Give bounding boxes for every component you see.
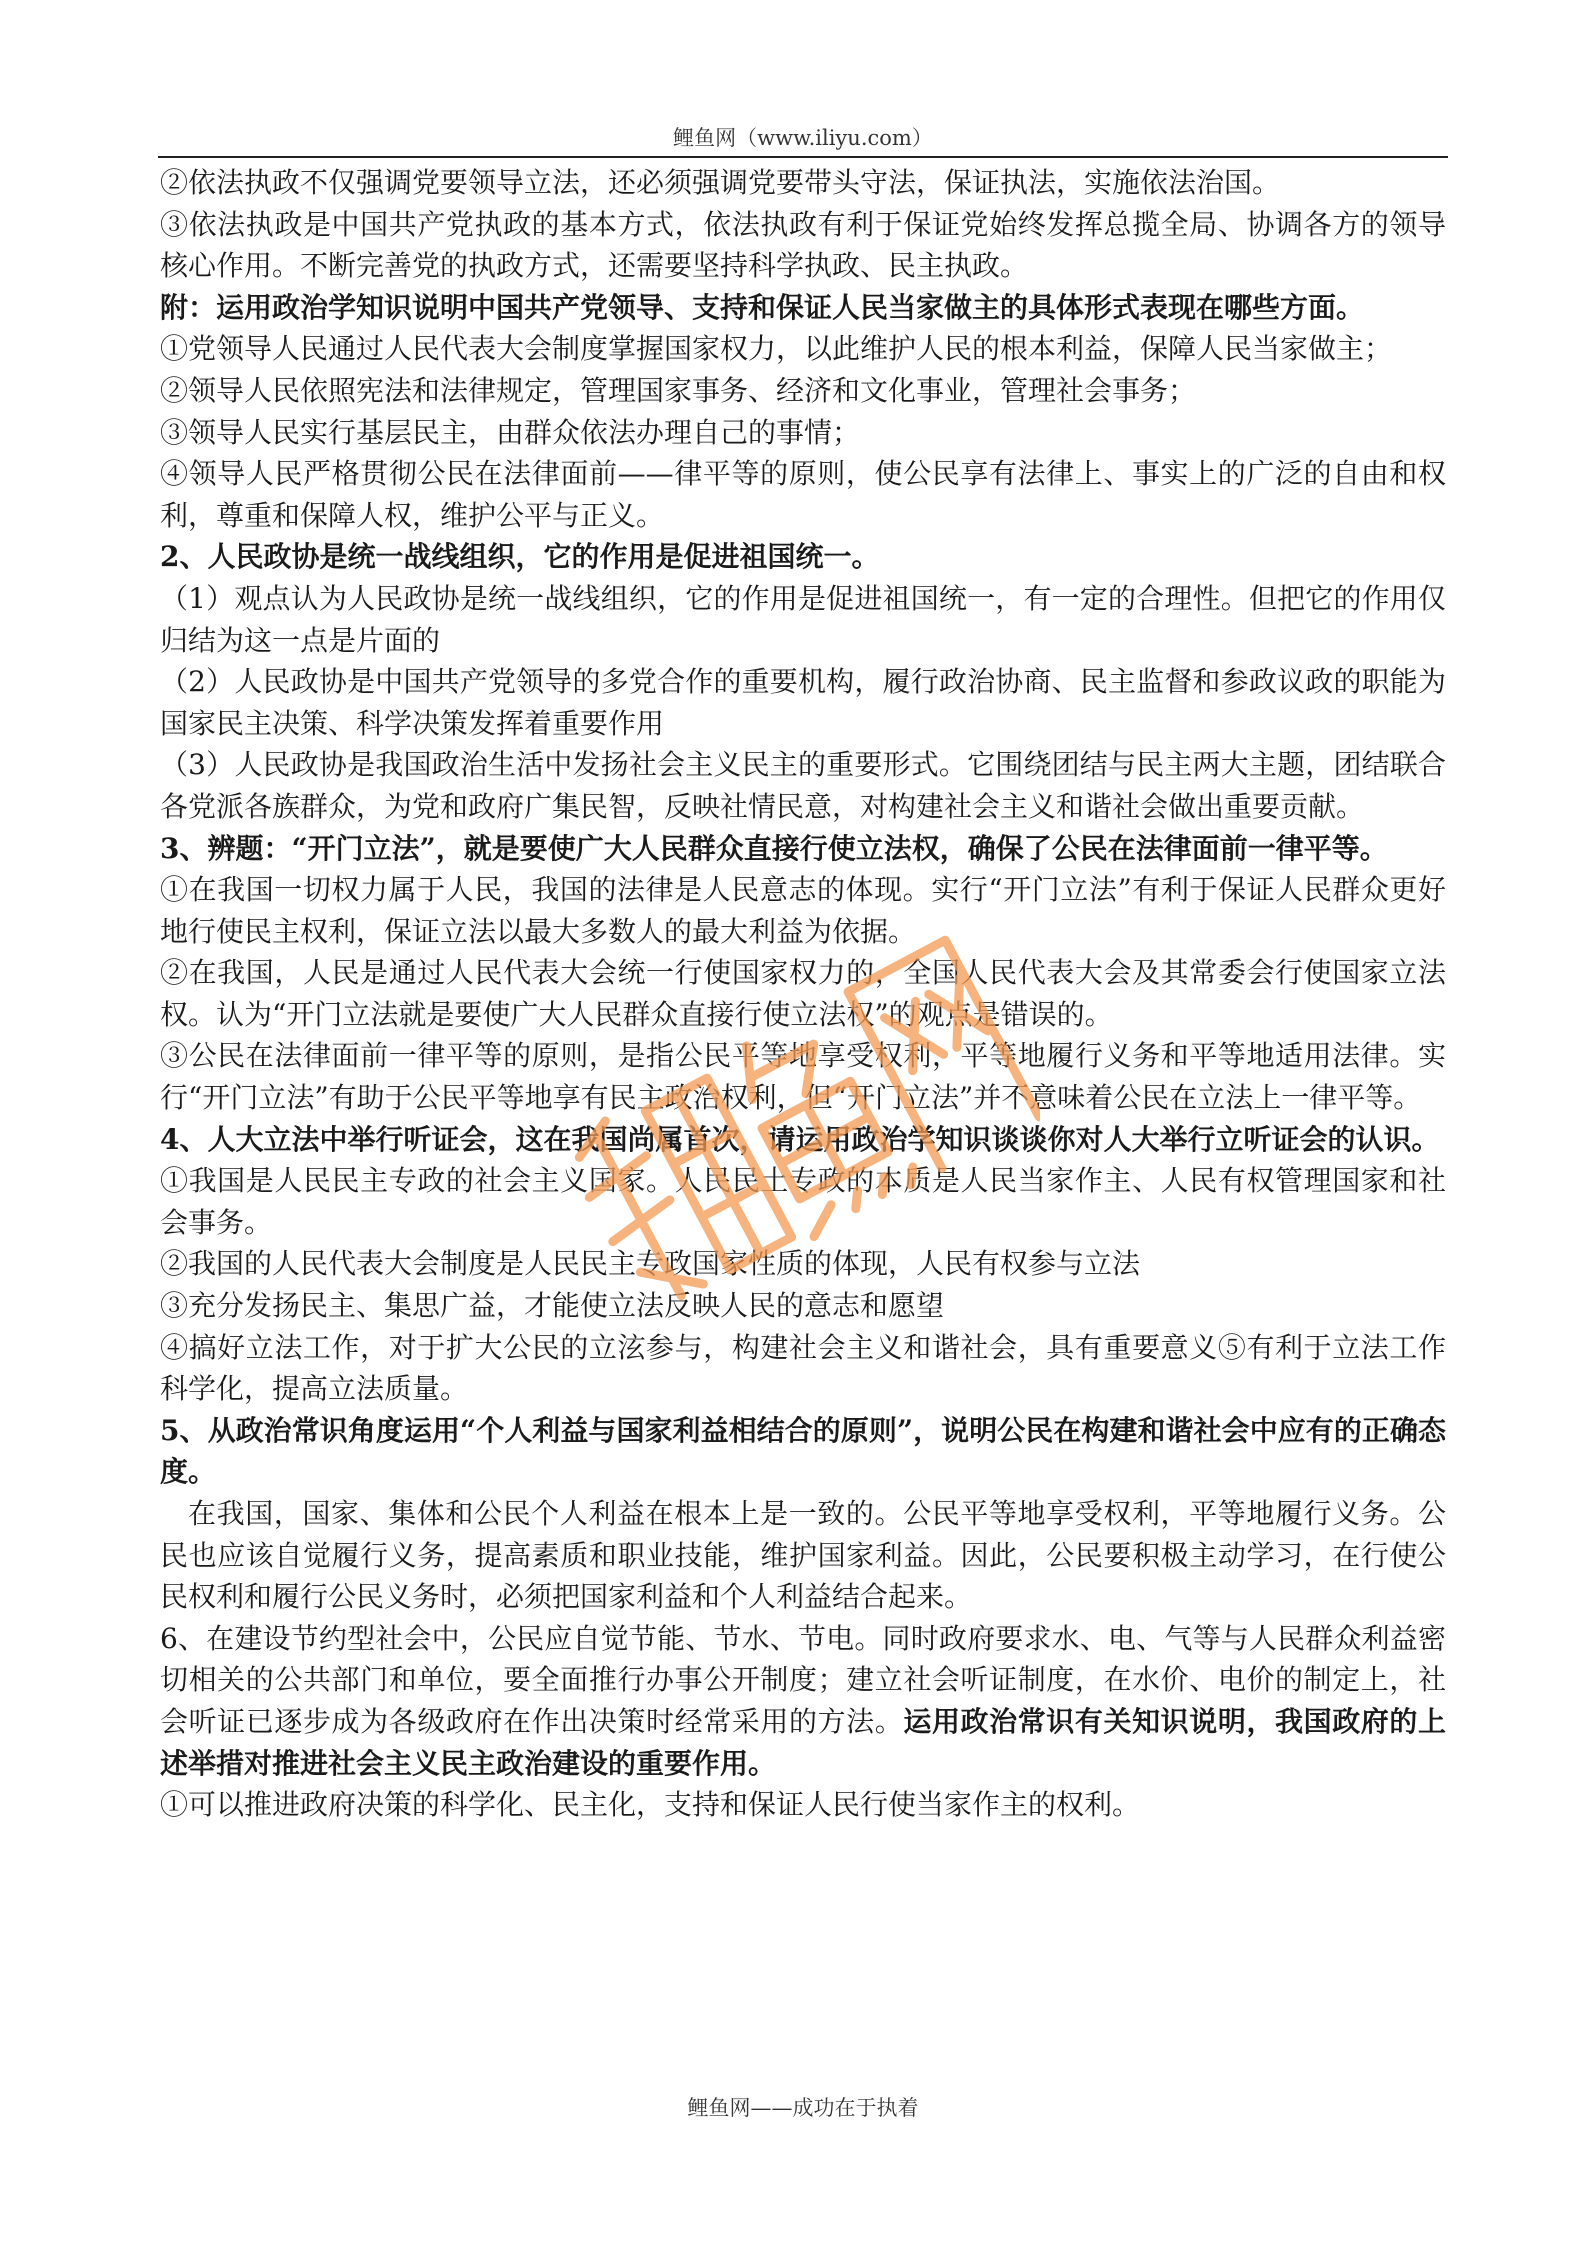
paragraph: ①党领导人民通过人民代表大会制度掌握国家权力，以此维护人民的根本利益，保障人民当家做主；	[160, 332, 1393, 366]
section-heading: 2、人民政协是统一战线组织，它的作用是促进祖国统一。	[160, 540, 880, 574]
paragraph: ③公民在法律面前一律平等的原则，是指公民平等地享受权利，平等地履行义务和平等地适用法律。实行“开门立法”有助于公民平等地享有民主政治权利，但“开门立法”并不意味着公民在立法上一律平等。	[160, 1039, 1446, 1115]
section-heading: 3、辨题：“开门立法”，就是要使广大人民群众直接行使立法权，确保了公民在法律面前一律平等。	[160, 831, 1388, 865]
document-body	[160, 162, 1446, 1826]
header-divider	[158, 156, 1448, 158]
section-heading: 附：运用政治学知识说明中国共产党领导、支持和保证人民当家做主的具体形式表现在哪些方面。	[160, 290, 1365, 324]
paragraph: ③领导人民实行基层民主，由群众依法办理自己的事情；	[160, 415, 861, 449]
paragraph: 在我国，国家、集体和公民个人利益在根本上是一致的。公民平等地享受权利，平等地履行义务。公民也应该自觉履行义务，提高素质和职业技能，维护国家利益。因此，公民要积极主动学习，在行使公民权利和履行公民义务时，必须把国家利益和个人利益结合起来。	[160, 1497, 1446, 1614]
paragraph-bold-question: 运用政治常识有关知识说明，我国政府的上述举措对推进社会主义民主政治建设的重要作用。	[160, 1704, 1446, 1780]
paragraph: （1）观点认为人民政协是统一战线组织，它的作用是促进祖国统一，有一定的合理性。但把它的作用仅归结为这一点是片面的	[160, 581, 1446, 657]
section-heading: 4、人大立法中举行听证会，这在我国尚属首次，请运用政治学知识谈谈你对人大举行立听证会的认识。	[160, 1122, 1440, 1156]
paragraph: ①在我国一切权力属于人民，我国的法律是人民意志的体现。实行“开门立法”有利于保证人民群众更好地行使民主权利，保证立法以最大多数人的最大利益为依据。	[160, 873, 1446, 948]
page-header: 鲤鱼网（www.iliyu.com）	[673, 126, 933, 150]
paragraph: ②领导人民依照宪法和法律规定，管理国家事务、经济和文化事业，管理社会事务；	[160, 373, 1197, 407]
paragraph: （2）人民政协是中国共产党领导的多党合作的重要机构，履行政治协商、民主监督和参政议政的职能为国家民主决策、科学决策发挥着重要作用	[160, 665, 1446, 740]
paragraph: ②在我国，人民是通过人民代表大会统一行使国家权力的，全国人民代表大会及其常委会行使国家立法权。认为“开门立法就是要使广大人民群众直接行使立法权”的观点是错误的。	[160, 956, 1446, 1031]
paragraph: ④领导人民严格贯彻公民在法律面前——律平等的原则，使公民享有法律上、事实上的广泛的自由和权利，尊重和保障人权，维护公平与正义。	[160, 457, 1446, 532]
paragraph: ③依法执政是中国共产党执政的基本方式，依法执政有利于保证党始终发挥总揽全局、协调各方的领导核心作用。不断完善党的执政方式，还需要坚持科学执政、民主执政。	[160, 207, 1446, 283]
paragraph: ②依法执政不仅强调党要领导立法，还必须强调党要带头守法，保证执法，实施依法治国。	[160, 166, 1281, 199]
section-heading: 5、从政治常识角度运用“个人利益与国家利益相结合的原则”，说明公民在构建和谐社会中应有的正确态度。	[160, 1413, 1446, 1489]
paragraph: （3）人民政协是我国政治生活中发扬社会主义民主的重要形式。它围绕团结与民主两大主题，团结联合各党派各族群众，为党和政府广集民智，反映社情民意，对构建社会主义和谐社会做出重要贡献。	[160, 748, 1446, 823]
paragraph: ④搞好立法工作，对于扩大公民的立泫参与，构建社会主义和谐社会，具有重要意义⑤有利于立法工作科学化，提高立法质量。	[160, 1330, 1446, 1406]
paragraph: ①可以推进政府决策的科学化、民主化，支持和保证人民行使当家作主的权利。	[160, 1788, 1141, 1822]
paragraph-text: 6、在建设节约型社会中，公民应自觉节能、节水、节电。同时政府要求水、电、气等与人民群众利益密切相关的公共部门和单位，要全面推行办事公开制度；建立社会听证制度，在水价、电价的制定上，社会听证已逐步成为各级政府在作出决策时经常采用的方法。	[160, 1621, 1446, 1738]
paragraph: ①我国是人民民主专政的社会主义国家。人民民土专政的本质是人民当家作主、人民有权管理国家和社会事务。	[160, 1164, 1446, 1239]
paragraph: ②我国的人民代表大会制度是人民民主专政国家性质的体现，人民有权参与立法	[160, 1247, 1141, 1281]
paragraph: ③充分发扬民主、集思广益，才能使立法反映人民的意志和愿望	[160, 1289, 945, 1323]
paragraph-mixed	[160, 1618, 1446, 1784]
page-footer: 鲤鱼网——成功在于执着	[687, 2096, 919, 2120]
